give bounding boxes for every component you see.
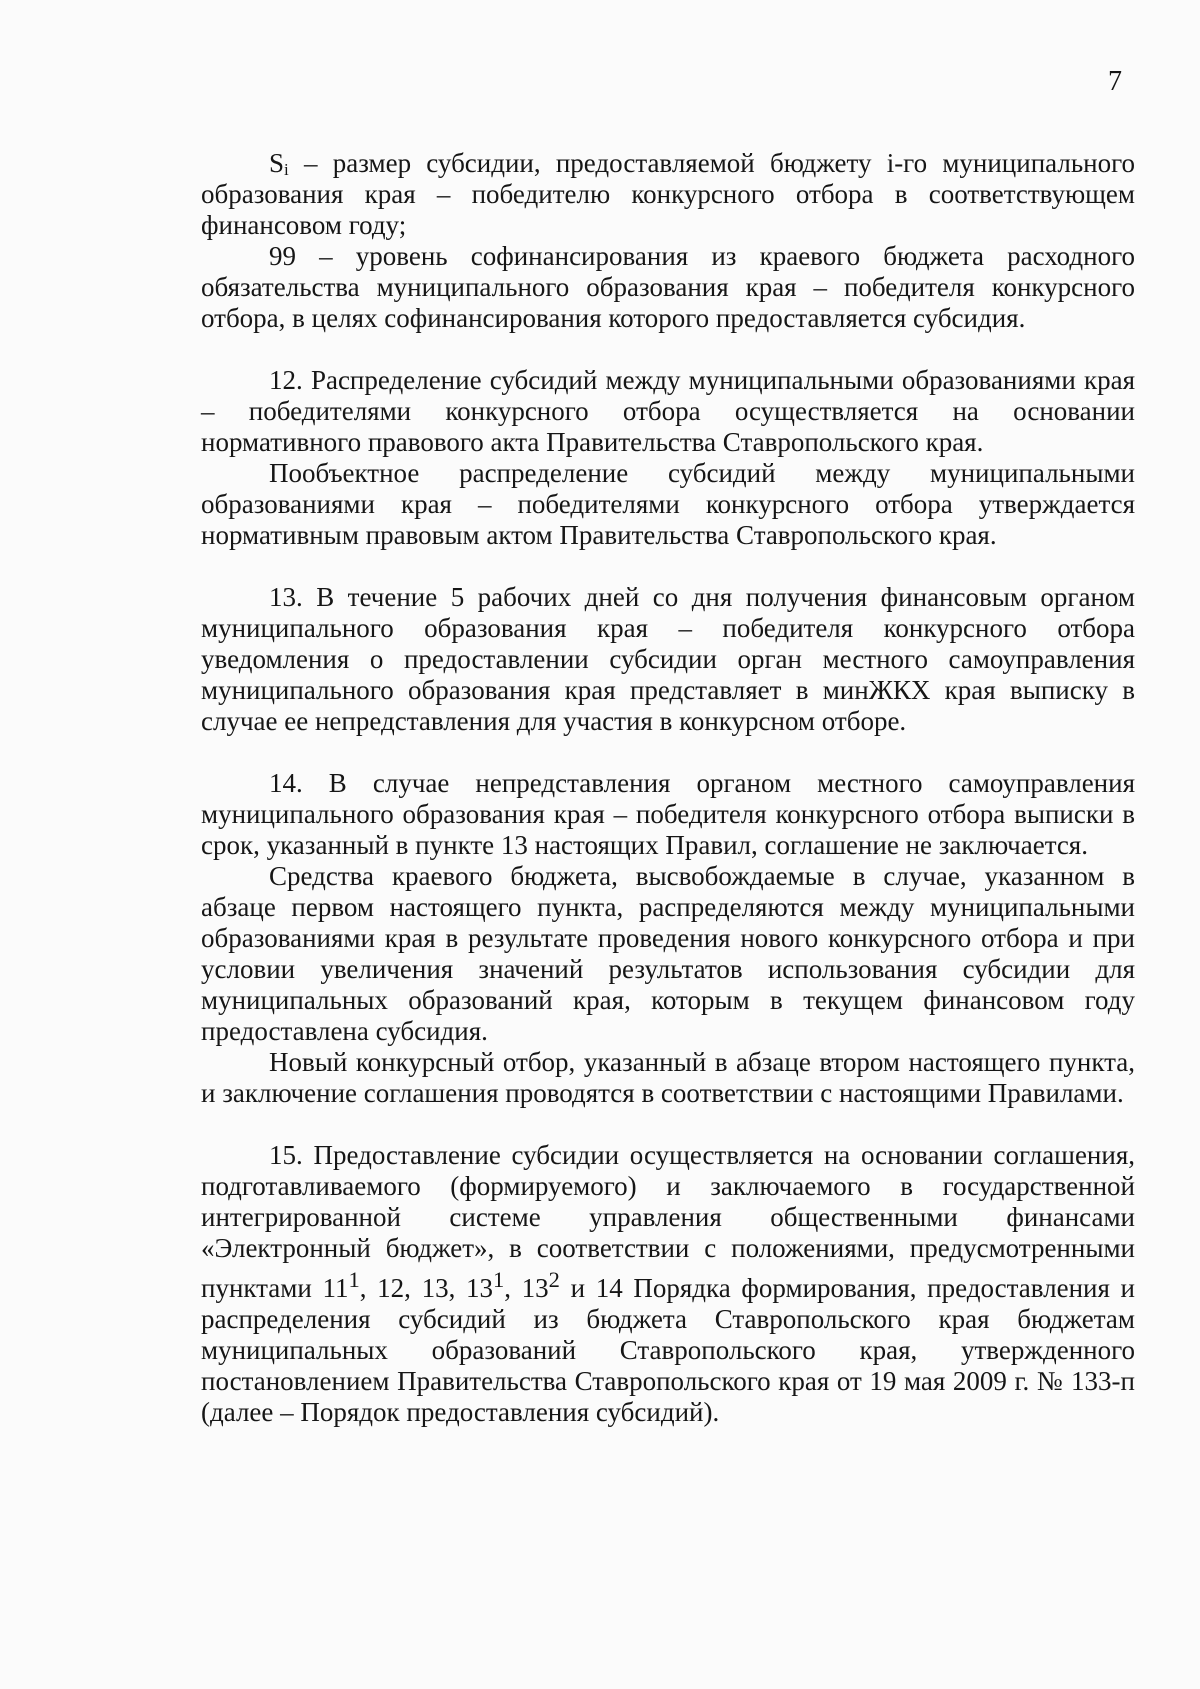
paragraph-text-part: и 14 Порядка формирования, предоставления и распределения субсидий из бюджета Ставропольского края бюджетам муниципальных образований Ставропольского края, утвержденного постановлением Правительства Ставропольского края от 19 мая 2009 г. № 133-п (далее – Порядок предоставления субсидий).: [201, 1273, 1136, 1427]
paragraph-text-part: 15. Предоставление субсидии осуществляется на основании соглашения, подготавливаемого (формируемого) и заключаемого в государственной интегрированной системе управления общественными финансами «Электронный бюджет», в соответствии с положениями, предусмотренными пунктами 11: [201, 1140, 1135, 1303]
paragraph-item-14: 14. В случае непредставления органом местного самоуправления муниципального образования края – победителя конкурсного отбора выписки в срок, указанный в пункте 13 настоящих Правил, соглашение не заключается.: [201, 768, 1135, 860]
paragraph-text-part: , 13: [504, 1273, 549, 1303]
paragraph-item-14-funds: Средства краевого бюджета, высвобождаемые в случае, указанном в абзаце первом настоящего пункта, распределяются между муниципальными образованиями края в результате проведения нового конкурсного отбора и при условии увеличения значений результатов использования субсидии для муниципальных образований края, которым в текущем финансовом году предоставлена субсидия.: [201, 861, 1135, 1046]
document-body: [201, 148, 1135, 1428]
paragraph-co-financing-level: 99 – уровень софинансирования из краевого бюджета расходного обязательства муниципального образования края – победителя конкурсного отбора, в целях софинансирования которого предоставляется субсидия.: [201, 241, 1135, 333]
superscript-one: 1: [348, 1267, 360, 1292]
paragraph-text: – размер субсидии, предоставляемой бюджету i-го муниципального образования края – победителю конкурсного отбора в соответствующем финансовом году;: [201, 148, 1136, 240]
paragraph-item-15: [201, 1140, 1135, 1428]
symbol-subscript-i: i: [284, 160, 289, 179]
superscript-one: 1: [493, 1267, 505, 1292]
paragraph-item-12-objects: Пообъектное распределение субсидий между муниципальными образованиями края – победителями конкурсного отбора утверждается нормативным правовым актом Правительства Ставропольского края.: [201, 458, 1135, 550]
paragraph-item-13: 13. В течение 5 рабочих дней со дня получения финансовым органом муниципального образования края – победителя конкурсного отбора уведомления о предоставлении субсидии орган местного самоуправления муниципального образования края представляет в минЖКХ края выписку в случае ее непредставления для участия в конкурсном отборе.: [201, 582, 1135, 736]
paragraph-item-12: 12. Распределение субсидий между муниципальными образованиями края – победителями конкурсного отбора осуществляется на основании нормативного правового акта Правительства Ставропольского края.: [201, 365, 1135, 457]
paragraph-si-definition: [201, 148, 1135, 241]
page-number: 7: [1108, 66, 1122, 97]
symbol-s: S: [269, 148, 285, 178]
superscript-two: 2: [548, 1267, 560, 1292]
paragraph-text-part: , 12, 13, 13: [359, 1273, 493, 1303]
paragraph-item-14-new-selection: Новый конкурсный отбор, указанный в абзаце втором настоящего пункта, и заключение соглашения проводятся в соответствии с настоящими Правилами.: [201, 1047, 1135, 1108]
